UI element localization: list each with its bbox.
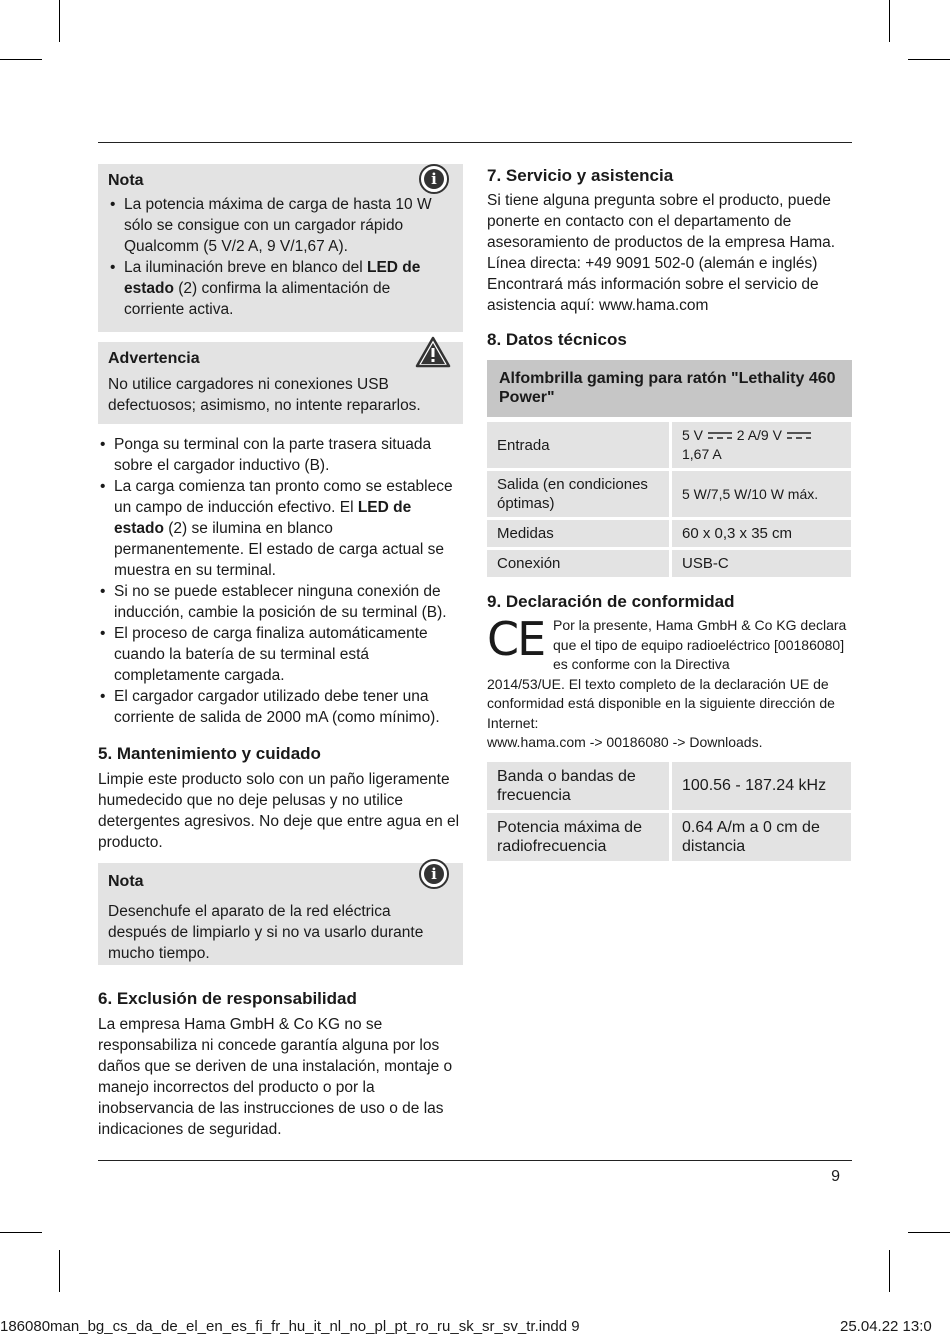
item-bold: LED de estado [114,499,412,537]
dc-symbol-icon [707,430,733,440]
row-value [672,422,851,468]
crop-mark [0,1232,42,1233]
section-text: Limpie este producto solo con un paño ligeramente humedecido que no deje pelusas y no utilice detergentes agresivos. No deje que entre agua en el producto. [98,771,460,851]
top-rule [98,142,852,143]
left-column [98,164,463,1140]
row-value: 0.64 A/m a 0 cm de distancia [672,813,851,861]
section-heading: 9. Declaración de conformidad [487,592,735,611]
declaration-link: www.hama.com -> 00186080 -> Downloads. [487,734,763,750]
footer-filename: 186080man_bg_cs_da_de_el_en_es_fi_fr_hu_it_nl_no_pl_pt_ro_ru_sk_sr_sv_tr.indd 9 [0,1318,580,1335]
note-title: Nota [108,873,144,890]
row-key: Medidas [487,520,672,547]
row-value: 100.56 - 187.24 kHz [672,762,851,810]
crop-mark [908,1232,950,1233]
note-box [98,863,463,965]
value-part: 1,67 A [682,446,722,462]
footer-date: 25.04.22 13:0 [840,1318,932,1335]
row-key: Salida (en condiciones óptimas) [487,471,672,517]
table-row [487,520,851,547]
table-row [487,813,851,861]
list-item [98,476,463,581]
item-text: La iluminación breve en blanco del [124,259,367,276]
item-text: (2) confirma la alimentación de corriente activa. [124,280,391,318]
list-item: • El cargador cargador utilizado debe tener una corriente de salida de 2000 mA (como mínimo). [98,686,463,728]
instruction-list [98,434,463,728]
declaration-text: 2014/53/UE. El texto completo de la declaración UE de conformidad está disponible en la siguiente dirección de Internet: [487,675,835,731]
row-value: 60 x 0,3 x 35 cm [672,520,851,547]
table-row [487,422,851,468]
section-text: La empresa Hama GmbH & Co KG no se responsabiliza ni concede garantía alguna por los daños que se deriven de una instalación, montaje o manejo incorrectos del producto o por la inobservancia de las instrucciones de uso o de las indicaciones de seguridad. [98,1016,453,1138]
section-heading: 6. Exclusión de responsabilidad [98,989,357,1008]
section-heading: 5. Mantenimiento y cuidado [98,744,321,763]
row-key: Conexión [487,550,672,577]
crop-mark [889,0,890,42]
row-value: 5 W/7,5 W/10 W máx. [672,471,851,517]
list-item: • El proceso de carga finaliza automáticamente cuando la batería de su terminal está completamente cargada. [98,623,463,686]
radio-table [487,759,851,864]
ce-text: CE [487,612,545,666]
table-row [487,762,851,810]
crop-mark [59,0,60,42]
bottom-rule [98,1160,852,1161]
declaration-text: Por la presente, Hama GmbH & Co KG declara que el tipo de equipo radioeléctrico [00186080] es conforme con la Directiva [553,617,847,672]
warning-icon [415,336,451,368]
info-icon: i [419,859,449,889]
row-key: Potencia máxima de radiofrecuencia [487,813,672,861]
table-row [487,471,851,517]
warning-title: Advertencia [108,350,200,367]
warning-box [98,342,463,424]
product-name: Alfombrilla gaming para ratón "Lethality 460 Power" [499,370,836,406]
note-text: Desenchufe el aparato de la red eléctrica después de limpiarlo y si no va usarlo durante mucho tiempo. [108,903,424,962]
section-text: Si tiene alguna pregunta sobre el producto, puede ponerte en contacto con el departamento de asesoramiento de productos de la empresa Hama. Línea directa: +49 9091 502-0 (alemán e inglés) Encontrará más información sobre el servicio de asistencia aquí: www.hama.com [487,192,836,314]
product-header [487,360,852,417]
item-bold: LED de estado [124,259,421,297]
list-item [108,257,453,320]
crop-mark [0,59,42,60]
row-key: Banda o bandas de frecuencia [487,762,672,810]
crop-mark [59,1250,60,1292]
info-icon: i [419,164,449,194]
section-heading: 7. Servicio y asistencia [487,166,674,185]
section-heading: 8. Datos técnicos [487,330,627,349]
crop-mark [908,59,950,60]
list-item: • Si no se puede establecer ninguna conexión de inducción, cambie la posición de su terminal (B). [98,581,463,623]
crop-mark [889,1250,890,1292]
dc-symbol-icon [786,430,812,440]
list-item: • La potencia máxima de carga de hasta 10 W sólo se consigue con un cargador rápido Qualcomm (5 V/2 A, 9 V/1,67 A). [108,194,453,257]
note-list [98,194,463,320]
value-part: 2 A/9 V [736,427,782,443]
row-key: Entrada [487,422,672,468]
page-number: 9 [831,1168,840,1185]
item-text: (2) se ilumina en blanco permanentemente. El estado de carga actual se muestra en su terminal. [114,520,445,579]
item-text: La carga comienza tan pronto como se establece un campo de inducción efectivo. El [114,478,453,516]
ce-block [487,612,852,675]
table-row [487,550,851,577]
warning-text: No utilice cargadores ni conexiones USB defectuosos; asimismo, no intente repararlos. [108,376,421,414]
note-box [98,164,463,332]
ce-mark [487,612,545,666]
tech-table [487,419,851,580]
value-part: 5 V [682,427,704,443]
right-column [487,166,852,864]
note-title: Nota [108,172,144,189]
row-value: USB-C [672,550,851,577]
list-item: • Ponga su terminal con la parte trasera situada sobre el cargador inductivo (B). [98,434,463,476]
